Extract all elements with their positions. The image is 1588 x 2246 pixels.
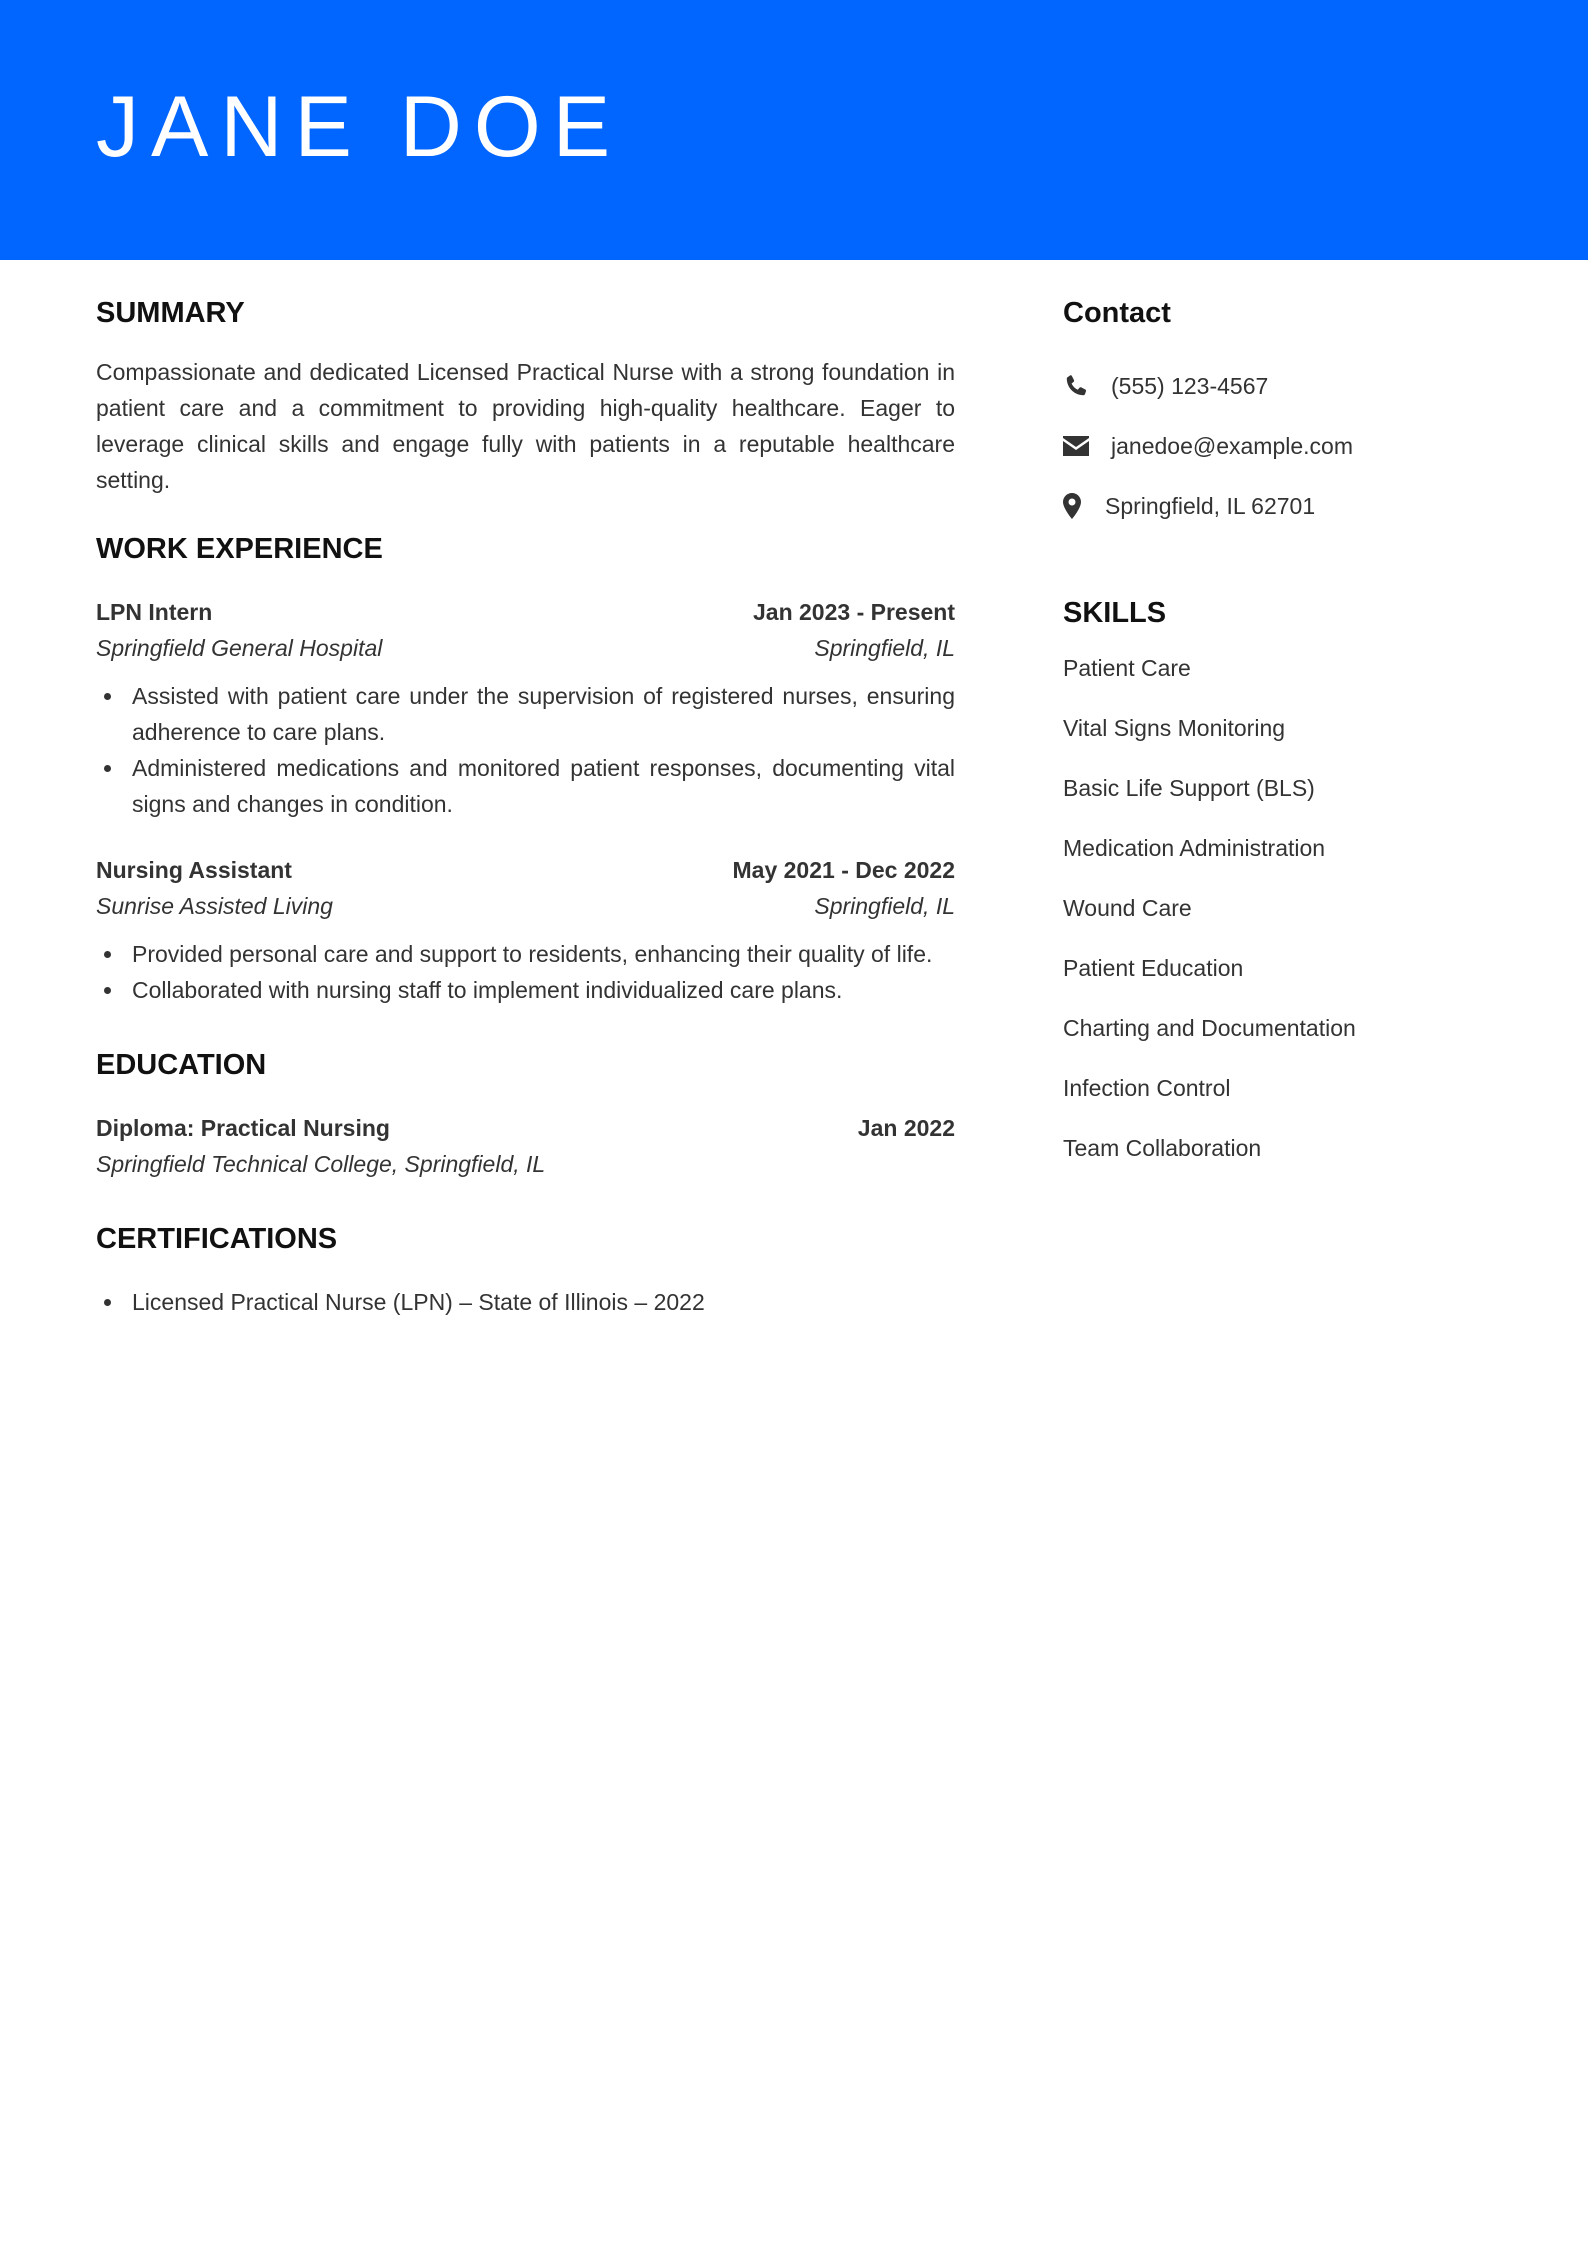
contact-phone-text: (555) 123-4567 bbox=[1111, 372, 1269, 399]
envelope-icon bbox=[1063, 436, 1111, 456]
phone-icon bbox=[1063, 373, 1111, 399]
contact-address-text: Springfield, IL 62701 bbox=[1105, 492, 1316, 519]
list-item: Provided personal care and support to residents, enhancing their quality of life. bbox=[96, 936, 955, 972]
skills-title: SKILLS bbox=[1063, 597, 1167, 629]
education-degree: Diploma: Practical Nursing bbox=[96, 1115, 390, 1141]
skill-item: Wound Care bbox=[1063, 895, 1192, 921]
list-item: Assisted with patient care under the supervision of registered nurses, ensuring adherence to care plans. bbox=[96, 678, 955, 750]
education-school: Springfield Technical College, Springfield, IL bbox=[96, 1151, 546, 1177]
skill-item: Basic Life Support (BLS) bbox=[1063, 775, 1315, 801]
skills-list bbox=[1063, 638, 1503, 1178]
job-location: Springfield, IL bbox=[814, 635, 955, 661]
contact-title: Contact bbox=[1063, 297, 1171, 329]
skill-item: Team Collaboration bbox=[1063, 1135, 1262, 1161]
bullet-icon bbox=[104, 987, 111, 994]
job-dates: May 2021 - Dec 2022 bbox=[732, 857, 955, 883]
list-item: Licensed Practical Nurse (LPN) – State of Illinois – 2022 bbox=[96, 1284, 955, 1320]
certifications-list bbox=[96, 1284, 955, 1320]
bullet-icon bbox=[104, 693, 111, 700]
sidebar-column bbox=[1063, 290, 1503, 1178]
job-entry bbox=[96, 852, 955, 1008]
skill-item: Vital Signs Monitoring bbox=[1063, 715, 1286, 741]
list-item: Administered medications and monitored patient responses, documenting vital signs and changes in condition. bbox=[96, 750, 955, 822]
job-employer: Sunrise Assisted Living bbox=[96, 893, 333, 919]
bullet-icon bbox=[104, 951, 111, 958]
header-banner bbox=[0, 0, 1588, 260]
map-marker-icon bbox=[1063, 493, 1105, 519]
skill-item: Infection Control bbox=[1063, 1075, 1231, 1101]
skill-item: Patient Care bbox=[1063, 655, 1191, 681]
job-dates: Jan 2023 - Present bbox=[752, 599, 955, 625]
list-item: Collaborated with nursing staff to implement individualized care plans. bbox=[96, 972, 955, 1008]
certifications-title: CERTIFICATIONS bbox=[96, 1223, 338, 1255]
summary-title: SUMMARY bbox=[96, 297, 245, 329]
bullet-icon bbox=[104, 765, 111, 772]
job-entry bbox=[96, 594, 955, 822]
education-title: EDUCATION bbox=[96, 1049, 267, 1081]
job-location: Springfield, IL bbox=[814, 893, 955, 919]
job-employer: Springfield General Hospital bbox=[96, 635, 383, 661]
work-experience-title: WORK EXPERIENCE bbox=[96, 533, 383, 565]
skill-item: Medication Administration bbox=[1063, 835, 1326, 861]
education-date: Jan 2022 bbox=[857, 1115, 955, 1141]
contact-email bbox=[1063, 416, 1503, 476]
main-column bbox=[96, 290, 955, 1320]
contact-address bbox=[1063, 476, 1503, 536]
contact-phone bbox=[1063, 356, 1503, 416]
contact-email-text[interactable]: janedoe@example.com bbox=[1111, 432, 1353, 459]
education-entry bbox=[96, 1110, 955, 1182]
job-role: LPN Intern bbox=[96, 599, 213, 625]
job-role: Nursing Assistant bbox=[96, 857, 292, 883]
skill-item: Patient Education bbox=[1063, 955, 1244, 981]
job-bullets bbox=[96, 936, 955, 1008]
skill-item: Charting and Documentation bbox=[1063, 1015, 1356, 1041]
job-bullets bbox=[96, 678, 955, 822]
bullet-icon bbox=[104, 1299, 111, 1306]
candidate-name: JANE DOE bbox=[96, 79, 623, 175]
summary-text: Compassionate and dedicated Licensed Practical Nurse with a strong foundation in patient care and a commitment to providing high-quality healthcare. Eager to leverage clinical skills and engage fully with patients in a reputable healthcare setting. bbox=[96, 359, 955, 493]
